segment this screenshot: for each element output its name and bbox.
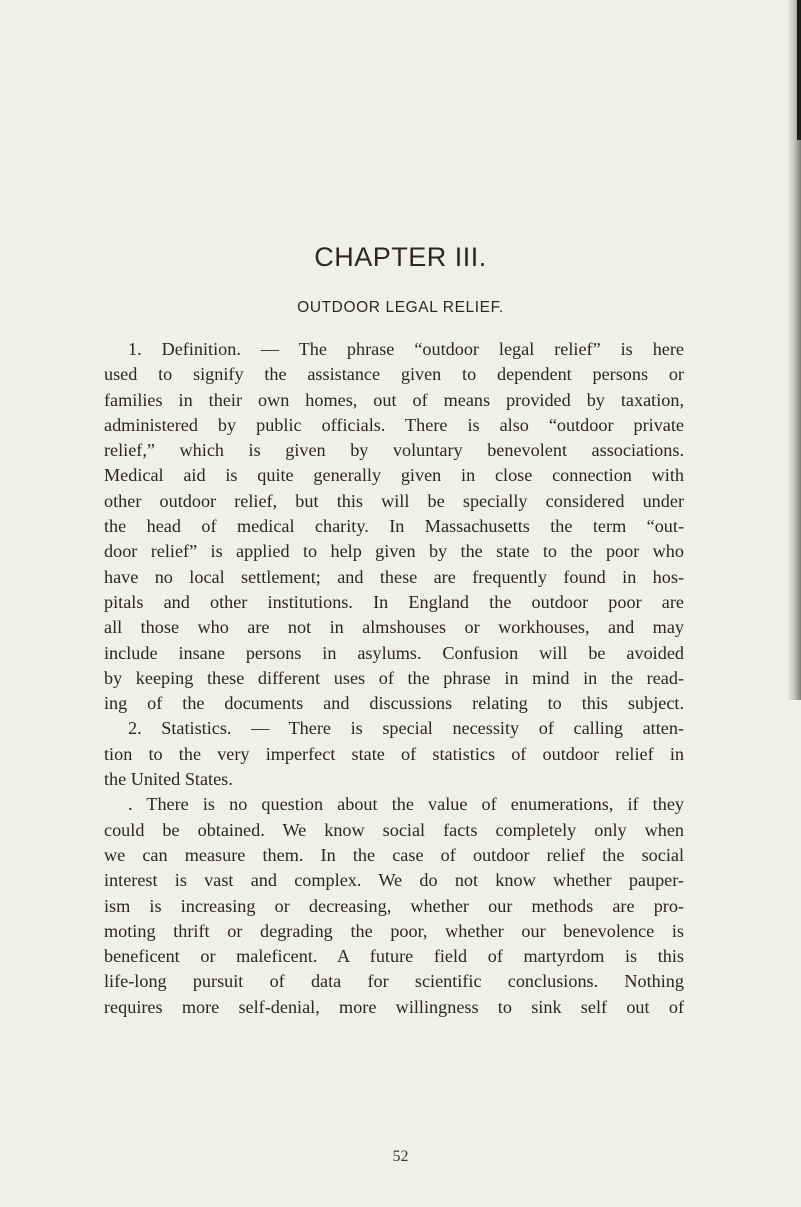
text-line: door relief” is applied to help given by the state to the poor who: [104, 541, 684, 562]
body-text: [104, 337, 684, 1020]
text-line: the United States.: [104, 769, 233, 790]
text-line: the head of medical charity. In Massachusetts the term “out-: [104, 516, 684, 537]
page-number: 52: [392, 1148, 409, 1165]
text-line: ing of the documents and discussions relating to this subject.: [104, 693, 684, 714]
text-line: 2. Statistics. — There is special necessity of calling atten-: [128, 718, 684, 739]
text-line: have no local settlement; and these are frequently found in hos-: [104, 566, 684, 587]
chapter-subtitle: OUTDOOR LEGAL RELIEF.: [297, 299, 504, 316]
text-line: . There is no question about the value of enumerations, if they: [128, 794, 684, 815]
text-line: could be obtained. We know social facts completely only when: [104, 819, 684, 840]
text-line: interest is vast and complex. We do not know whether pauper-: [104, 870, 684, 891]
text-line: 1. Definition. — The phrase “outdoor legal relief” is here: [128, 339, 684, 359]
text-line: ism is increasing or decreasing, whether our methods are pro-: [104, 895, 684, 916]
text-line: tion to the very imperfect state of statistics of outdoor relief in: [104, 743, 684, 764]
chapter-title: CHAPTER III.: [314, 242, 487, 272]
text-line: requires more self-denial, more willingness to sink self out of: [104, 996, 684, 1017]
text-line: relief,” which is given by voluntary benevolent associations.: [104, 440, 684, 461]
text-line: administered by public officials. There is also “outdoor private: [104, 414, 684, 435]
text-line: by keeping these different uses of the phrase in mind in the read-: [104, 667, 684, 688]
text-line: families in their own homes, out of means provided by taxation,: [104, 389, 684, 410]
text-line: Medical aid is quite generally given in close connection with: [104, 465, 684, 486]
text-line: other outdoor relief, but this will be specially considered under: [104, 490, 684, 511]
text-line: life-long pursuit of data for scientific conclusions. Nothing: [104, 971, 684, 992]
text-line: we can measure them. In the case of outdoor relief the social: [104, 844, 684, 865]
page-edge-dark: [797, 0, 801, 140]
text-line: pitals and other institutions. In England the outdoor poor are: [104, 591, 684, 612]
text-line: beneficent or maleficent. A future field of martyrdom is this: [104, 946, 684, 967]
text-line: all those who are not in almshouses or workhouses, and may: [104, 617, 684, 638]
text-line: moting thrift or degrading the poor, whether our benevolence is: [104, 920, 684, 941]
text-line: include insane persons in asylums. Confusion will be avoided: [104, 642, 684, 663]
text-line: used to signify the assistance given to dependent persons or: [104, 364, 684, 385]
